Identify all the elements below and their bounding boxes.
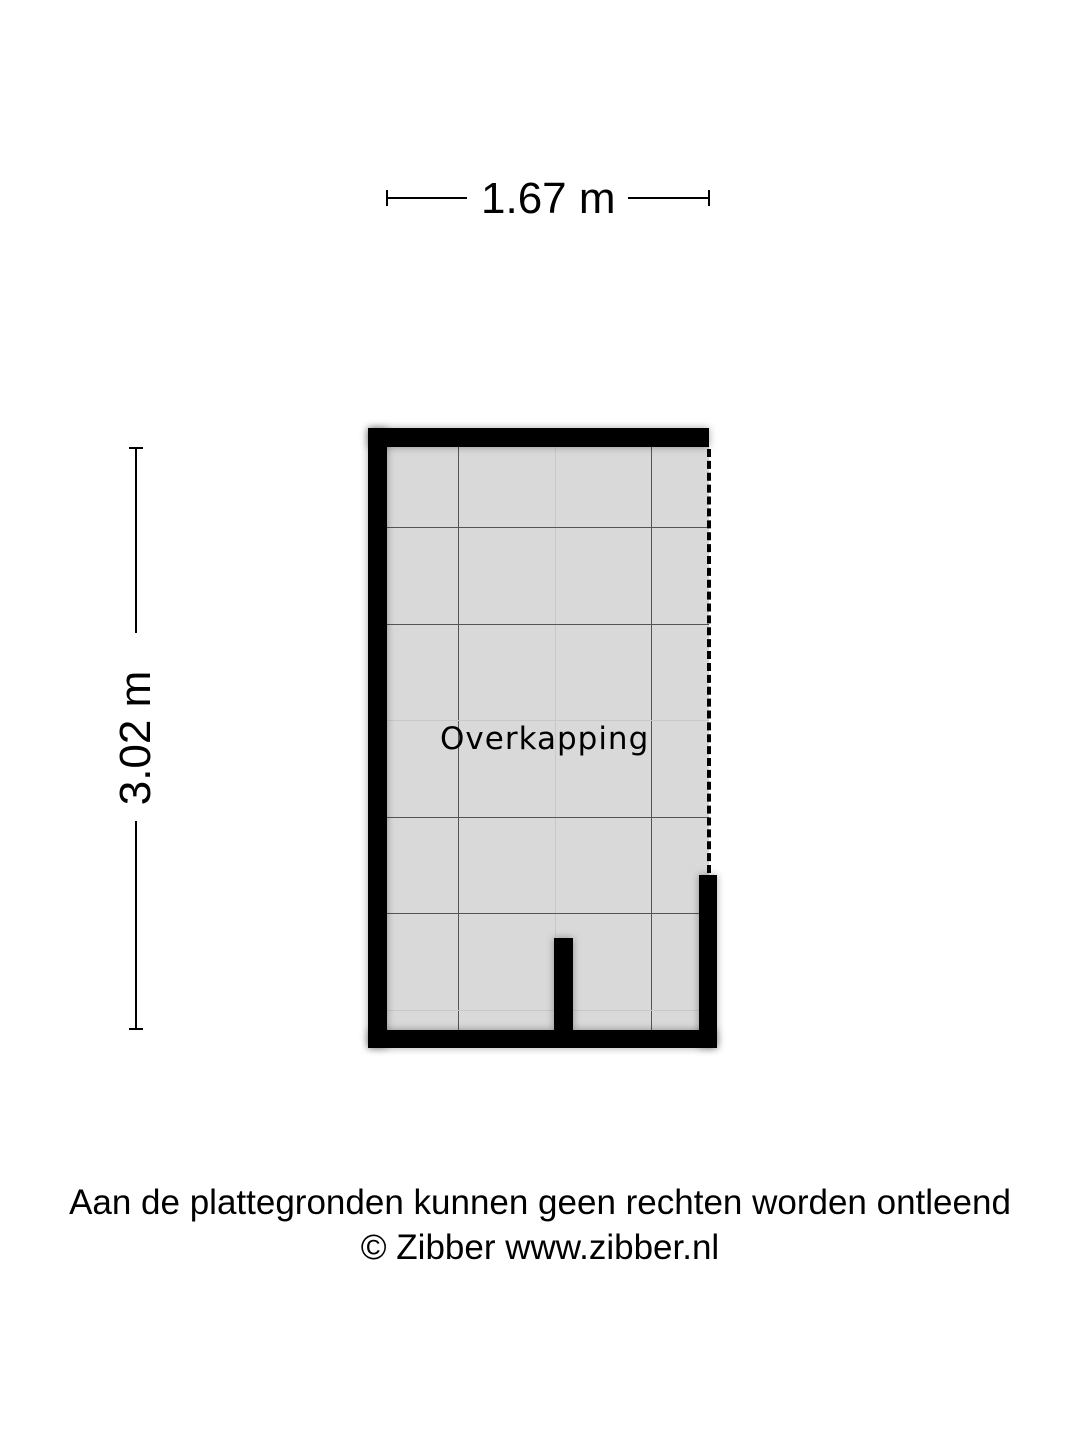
wall-top (368, 428, 709, 447)
copyright-text: © Zibber www.zibber.nl (360, 1228, 720, 1267)
disclaimer-text: Aan de plattegronden kunnen geen rechten worden ontleend (69, 1183, 1011, 1222)
width-dim-left-line (386, 197, 467, 199)
height-dim-top-line (135, 447, 137, 633)
grid-line-horizontal (387, 624, 709, 625)
grid-line-horizontal (387, 817, 709, 818)
room-label: Overkapping (440, 721, 650, 757)
grid-line-horizontal (387, 527, 709, 528)
width-dim-right-line (628, 197, 710, 199)
grid-line-horizontal (387, 913, 699, 914)
wall-bottom (368, 1030, 717, 1048)
width-dimension-label: 1.67 m (481, 174, 616, 223)
width-dim-right-tick (708, 190, 710, 206)
wall-left (368, 428, 387, 1048)
wall-right-lower (699, 875, 717, 1048)
height-dim-bottom-line (135, 821, 137, 1029)
grid-line-vertical (651, 447, 652, 1030)
wall-stub-inner (554, 938, 573, 1030)
height-dimension-label: 3.02 m (111, 670, 160, 806)
height-dim-bottom-tick (129, 1028, 143, 1030)
grid-line-horizontal-faint (387, 1010, 699, 1011)
open-side-dashed-line (707, 449, 711, 873)
